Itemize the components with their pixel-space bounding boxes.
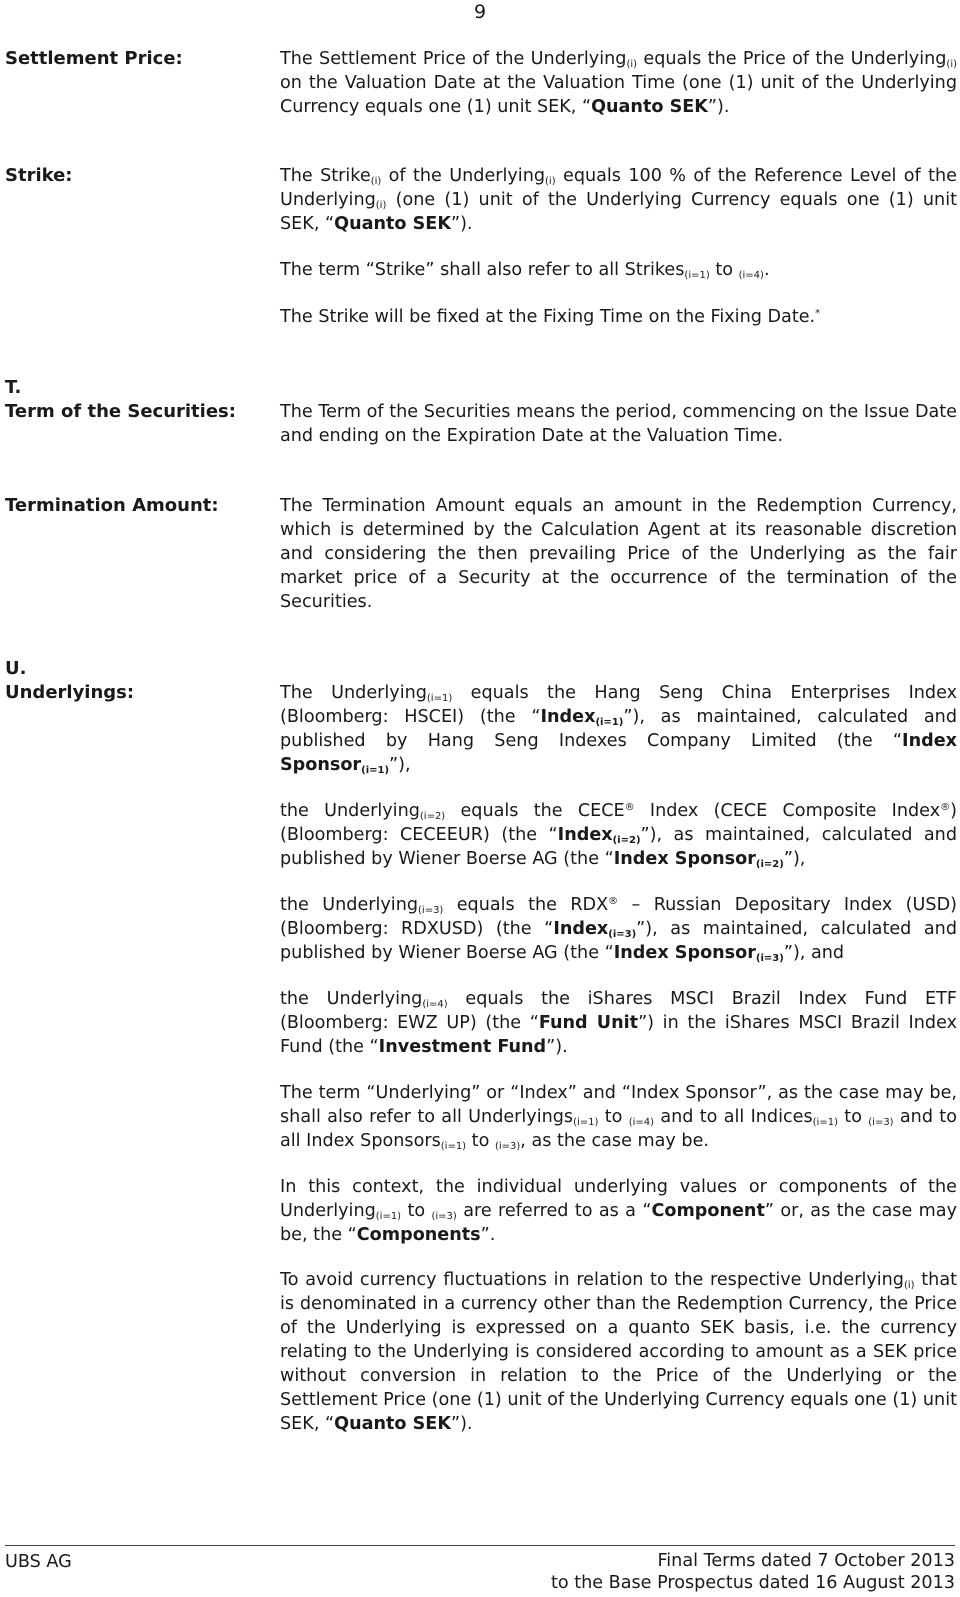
section-letter-u: U. xyxy=(5,658,27,679)
definition-termination-amount xyxy=(280,494,957,614)
underlying-term-paragraph: The term “Underlying” or “Index” and “Index Sponsor”, as the case may be, shall also refer to all Underlyings$_{(i=1)}$ to $_{(i=4)}$ and to all Indices$_{(i=1)}$ to $_{(i=3)}$ and to all Index Sponsors$_{(i=1)}$ to $_{(i=3)}$, as the case may be. xyxy=(280,1083,957,1152)
page-number: 9 xyxy=(473,1,487,23)
components-paragraph: In this context, the individual underlying values or components of the Underlying$_{(i=1)}$ to $_{(i=3)}$ are referred to as a “Component” or, as the case may be, the “Components”. xyxy=(280,1177,958,1245)
term-term-of-securities: Term of the Securities: xyxy=(5,401,236,422)
strike-paragraph-1: The Strike$_{(i)}$ of the Underlying$_{(i)}$ equals 100 % of the Reference Level of the Underlying$_{(i)}$ (one (1) unit of the Underlying Currency equals one (1) unit SEK, “Quanto SEK”). xyxy=(280,166,958,234)
quanto-paragraph: To avoid currency fluctuations in relation to the respective Underlying$_{(i)}$ that is denominated in a currency other than the Redemption Currency, the Price of the Underlying is expressed on a quanto SEK basis, i.e. the currency relating to the Underlying is considered according to amount as a SEK price without conversion in relation to the Price of the Underlying or the Settlement Price (one (1) unit of the Underlying Currency equals one (1) unit SEK, “Quanto SEK”). xyxy=(280,1270,958,1434)
settlement-paragraph: The Settlement Price of the Underlying$_{(i)}$ equals the Price of the Underlying$_{(i)}$ on the Valuation Date at the Valuation Time (one (1) unit of the Underlying Currency equals one (1) unit SEK, “Quanto SEK”). xyxy=(280,49,958,117)
footer-base-prospectus: to the Base Prospectus dated 16 August 2013 xyxy=(550,1573,955,1593)
term-settlement-price: Settlement Price: xyxy=(5,48,183,69)
strike-term-note xyxy=(280,258,957,282)
section-letter-t: T. xyxy=(5,377,22,398)
underlying-2-paragraph: the Underlying$_{(i=2)}$ equals the CECE® Index (CECE Composite Index®) (Bloomberg: CECEEUR) (the “Index$_{(i=2)}$”), as maintained, calculated and published by Wiener Boerse AG (the “Index Sponsor$_{(i=2)}$”), xyxy=(280,801,958,870)
footer-issuer: UBS AG xyxy=(5,1552,72,1572)
registered-mark: ® xyxy=(624,802,635,813)
underlying-1-paragraph: The Underlying$_{(i=1)}$ equals the Hang Seng China Enterprises Index (Bloomberg: HSCEI) (the “Index$_{(i=1)}$”), as maintained, calculated and published by Hang Seng Indexes Company Limited (the “Index Sponsor$_{(i=1)}$”), xyxy=(280,683,958,776)
termination-amount-paragraph: The Termination Amount equals an amount in the Redemption Currency, which is determined by the Calculation Agent at its reasonable discretion and considering the then prevailing Price of the Underlying as the fair market price of a Security at the occurrence of the termination of the Securities. xyxy=(280,496,957,612)
term-underlyings: Underlyings: xyxy=(5,682,135,703)
definition-strike xyxy=(280,164,957,236)
term-of-securities-paragraph: The Term of the Securities means the period, commencing on the Issue Date and ending on the Expiration Date at the Valuation Time. xyxy=(280,402,957,446)
footer-document-info xyxy=(551,1550,955,1594)
strike-paragraph-2: The term “Strike” shall also refer to all Strikes$_{(i=1)}$ to $_{(i=4)}$. xyxy=(280,260,770,281)
definition-term-of-securities xyxy=(280,400,957,448)
footer-final-terms: Final Terms dated 7 October 2013 xyxy=(657,1551,955,1571)
underlying-3-paragraph: the Underlying$_{(i=3)}$ equals the RDX® – Russian Depositary Index (USD) (Bloomberg: RDXUSD) (the “Index$_{(i=3)}$”), as maintained, calculated and published by Wiener Boerse AG (the “Index Sponsor$_{(i=3)}$”), and xyxy=(280,895,957,964)
registered-mark: ® xyxy=(940,802,951,813)
underlying-4-paragraph: the Underlying$_{(i=4)}$ equals the iShares MSCI Brazil Index Fund ETF (Bloomberg: EWZ UP) (the “Fund Unit”) in the iShares MSCI Brazil Index Fund (the “Investment Fund”). xyxy=(280,989,957,1057)
footnote-asterisk: * xyxy=(815,308,821,319)
term-termination-amount: Termination Amount: xyxy=(5,495,219,516)
strike-fixing-note xyxy=(280,305,957,329)
term-strike: Strike: xyxy=(5,165,73,186)
strike-paragraph-3: The Strike will be fixed at the Fixing Time on the Fixing Date.* xyxy=(280,307,821,327)
definition-settlement-price xyxy=(280,47,957,119)
footer-divider xyxy=(5,1545,955,1546)
registered-mark: ® xyxy=(608,896,619,907)
